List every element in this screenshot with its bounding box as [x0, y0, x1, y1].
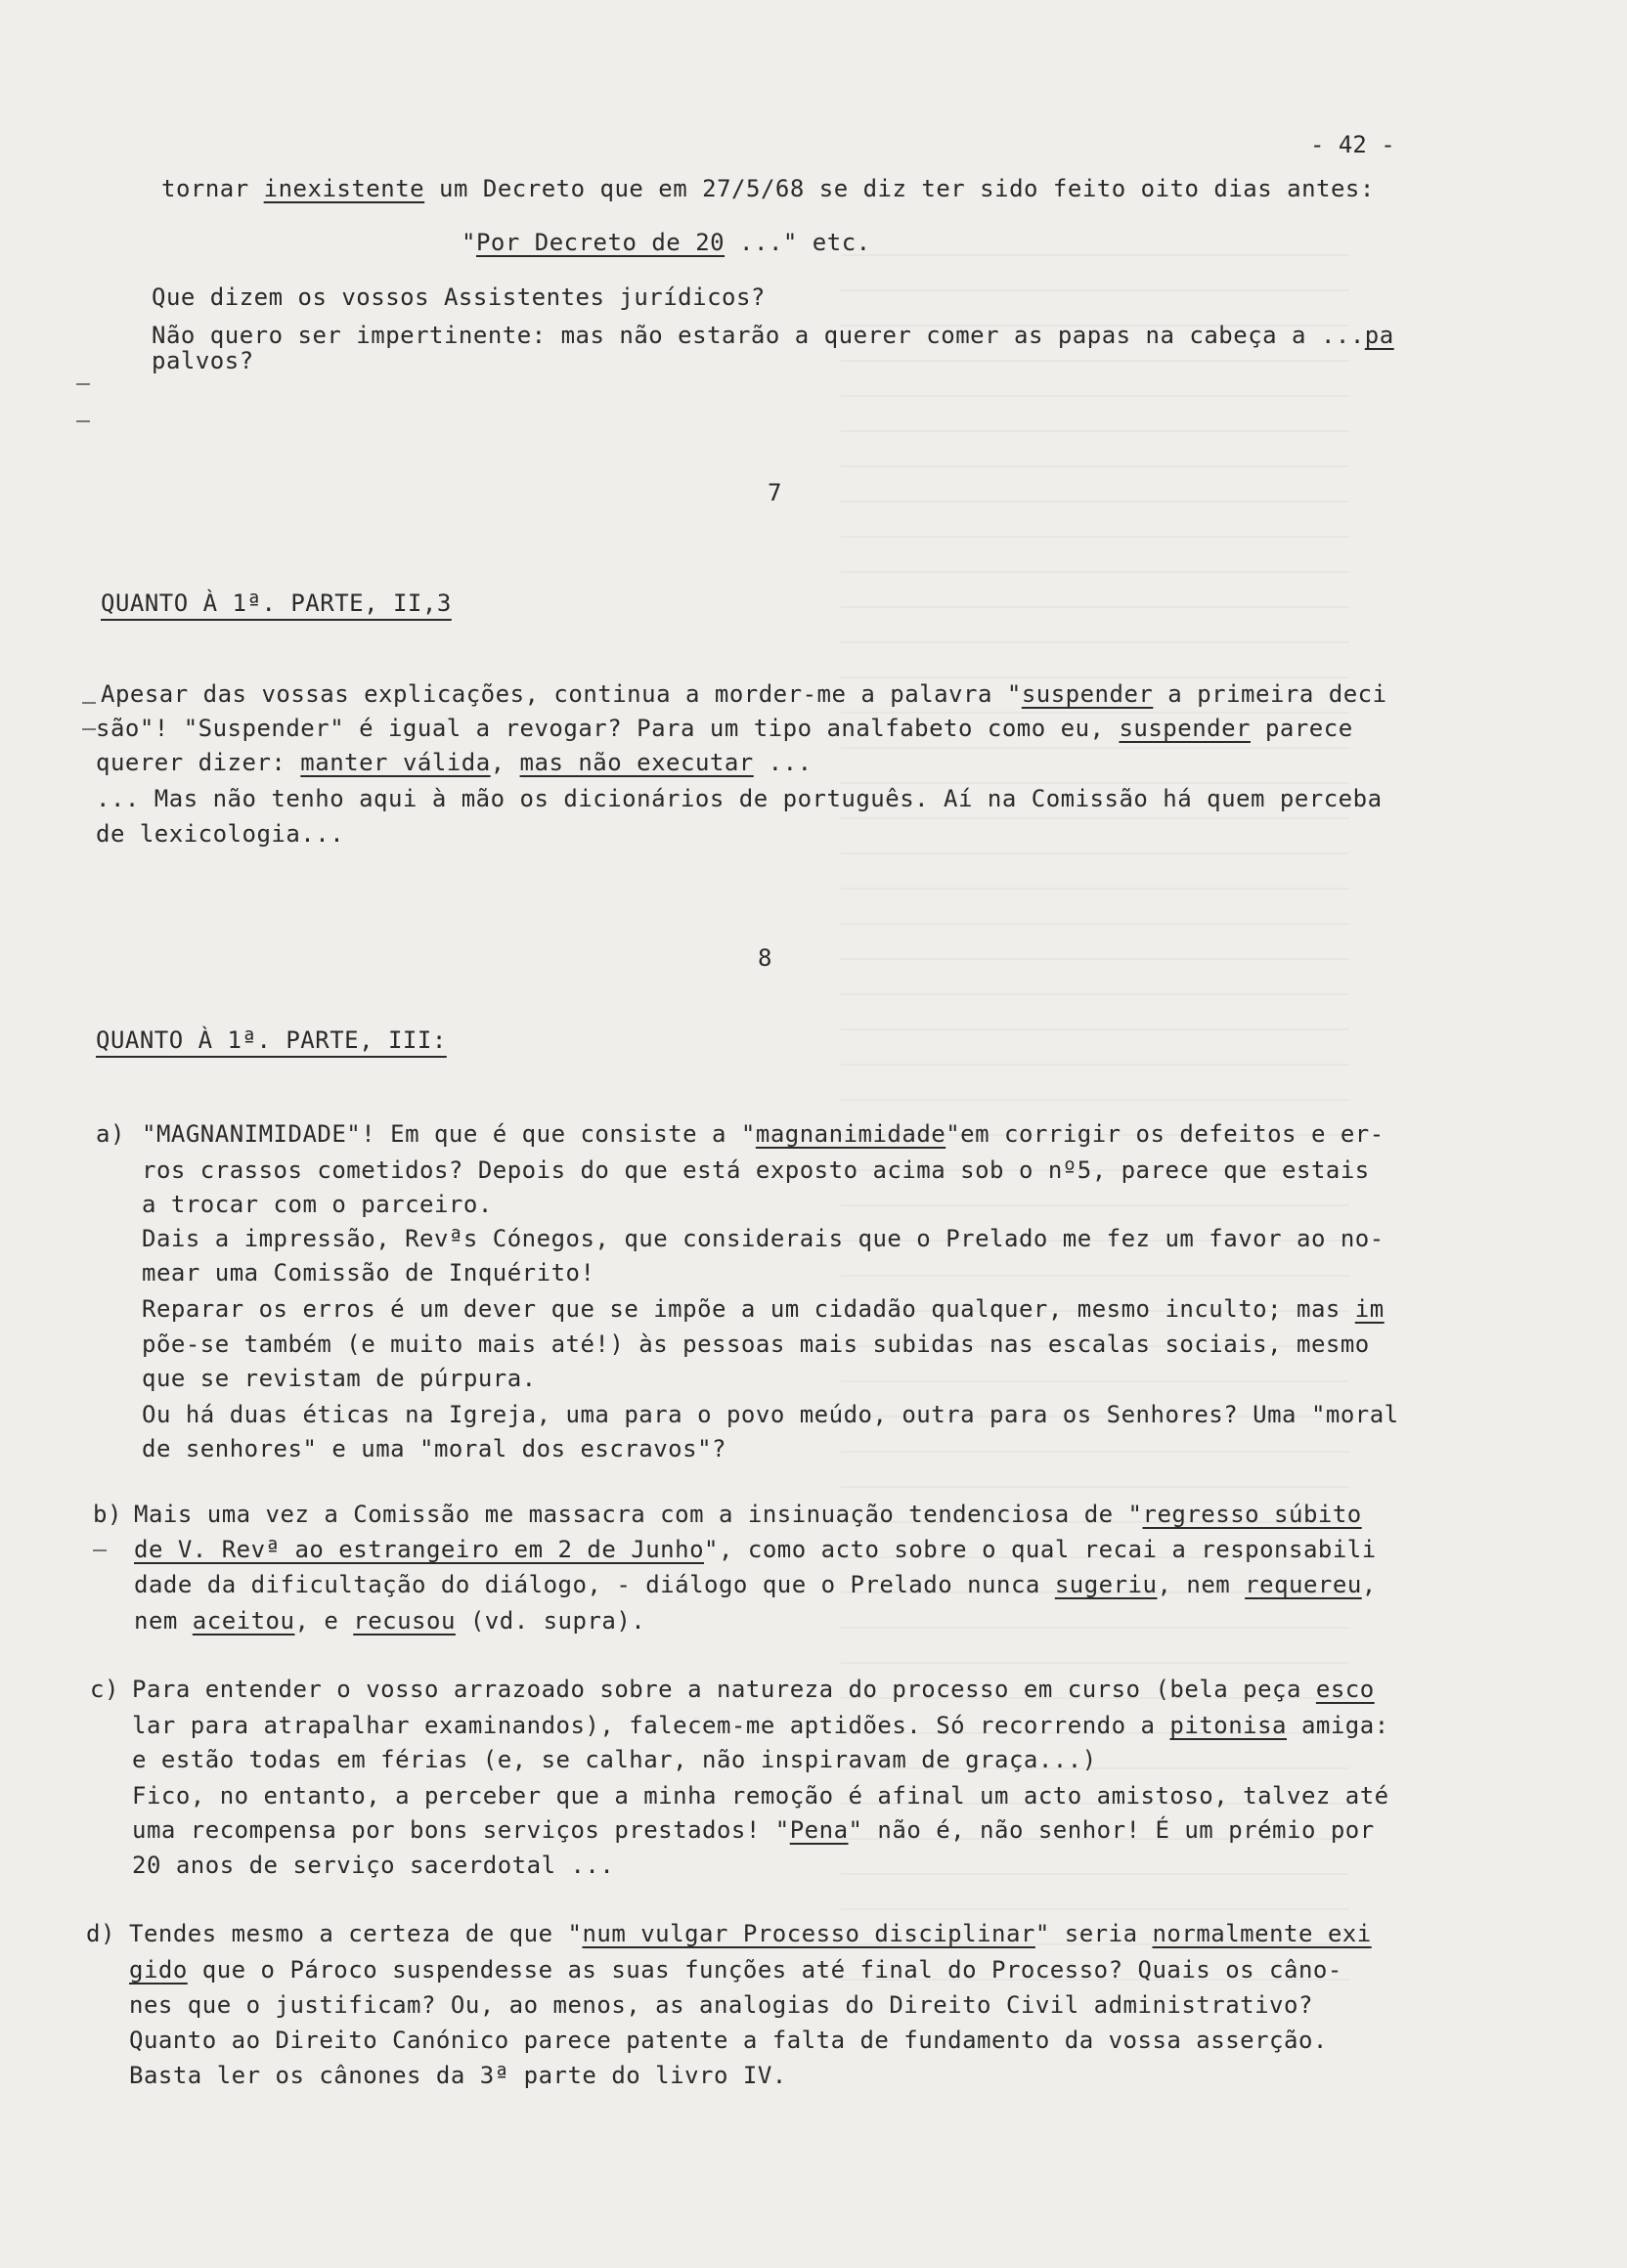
- section-7-line-4: ... Mas não tenho aqui à mão os dicionários de português. Aí na Comissão há quem perceba: [96, 785, 1383, 812]
- item-c-line-5: uma recompensa por bons serviços prestados! "Pena" não é, não senhor! É um prémio por: [132, 1816, 1375, 1844]
- section-7-line-5: de lexicologia...: [96, 820, 345, 848]
- item-a-line-9: Ou há duas éticas na Igreja, uma para o povo meúdo, outra para os Senhores? Uma "moral: [142, 1401, 1399, 1428]
- page-number: - 42 -: [1310, 131, 1395, 158]
- item-a-line-1: "MAGNANIMIDADE"! Em que é que consiste a "magnanimidade"em corrigir os defeitos e er-: [142, 1120, 1385, 1148]
- intro-line-1: tornar inexistente um Decreto que em 27/5/68 se diz ter sido feito oito dias antes:: [161, 175, 1375, 202]
- intro-line-2: "Por Decreto de 20 ..." etc.: [462, 229, 871, 256]
- item-c-line-4: Fico, no entanto, a perceber que a minha remoção é afinal um acto amistoso, talvez até: [132, 1782, 1389, 1810]
- item-a-line-5: mear uma Comissão de Inquérito!: [142, 1259, 595, 1287]
- item-b-label: b): [93, 1501, 122, 1528]
- item-a-label: a): [96, 1120, 125, 1148]
- item-c-line-2: lar para atrapalhar examinandos), falecem-me aptidões. Só recorrendo a pitonisa amiga:: [132, 1712, 1389, 1739]
- item-c-label: c): [90, 1676, 119, 1703]
- section-7-line-1: Apesar das vossas explicações, continua a morder-me a palavra "suspender a primeira deci: [101, 680, 1387, 708]
- item-d-line-4: Quanto ao Direito Canónico parece patente a falta de fundamento da vossa asserção.: [129, 2027, 1328, 2054]
- item-c-line-6: 20 anos de serviço sacerdotal ...: [132, 1852, 615, 1879]
- intro-line-4: Não quero ser impertinente: mas não estarão a querer comer as papas na cabeça a ...pa: [152, 322, 1394, 349]
- item-c-line-1: Para entender o vosso arrazoado sobre a natureza do processo em curso (bela peça esco: [132, 1676, 1375, 1703]
- item-a-line-2: ros crassos cometidos? Depois do que está exposto acima sob o nº5, parece que estais: [142, 1156, 1370, 1184]
- margin-mark: [82, 702, 96, 704]
- section-7-number: 7: [768, 479, 782, 506]
- item-b-line-2: de V. Revª ao estrangeiro em 2 de Junho", como acto sobre o qual recai a responsabili: [134, 1536, 1377, 1563]
- margin-mark: [76, 383, 90, 385]
- intro-line-3: Que dizem os vossos Assistentes jurídicos?: [152, 284, 766, 311]
- item-c-line-3: e estão todas em férias (e, se calhar, não inspiravam de graça...): [132, 1746, 1097, 1773]
- item-d-label: d): [86, 1920, 115, 1947]
- margin-mark: [76, 420, 90, 422]
- section-7-heading: QUANTO À 1ª. PARTE, II,3: [101, 589, 452, 617]
- section-8-heading: QUANTO À 1ª. PARTE, III:: [96, 1026, 447, 1054]
- item-a-line-8: que se revistam de púrpura.: [142, 1365, 537, 1392]
- item-d-line-1: Tendes mesmo a certeza de que "num vulgar Processo disciplinar" seria normalmente exi: [129, 1920, 1372, 1947]
- item-a-line-7: põe-se também (e muito mais até!) às pessoas mais subidas nas escalas sociais, mesmo: [142, 1330, 1370, 1358]
- intro-line-5: palvos?: [152, 347, 254, 374]
- item-d-line-3: nes que o justificam? Ou, ao menos, as analogias do Direito Civil administrativo?: [129, 1991, 1313, 2019]
- item-b-line-3: dade da dificultação do diálogo, - diálogo que o Prelado nunca sugeriu, nem requereu,: [134, 1571, 1377, 1598]
- section-7-line-2: são"! "Suspender" é igual a revogar? Para um tipo analfabeto como eu, suspender parece: [96, 715, 1353, 742]
- item-a-line-3: a trocar com o parceiro.: [142, 1191, 493, 1218]
- item-b-line-1: Mais uma vez a Comissão me massacra com a insinuação tendenciosa de "regresso súbito: [134, 1501, 1362, 1528]
- margin-mark: [82, 728, 96, 730]
- item-b-line-4: nem aceitou, e recusou (vd. supra).: [134, 1607, 646, 1635]
- item-d-line-5: Basta ler os cânones da 3ª parte do livro IV.: [129, 2062, 787, 2089]
- item-a-line-6: Reparar os erros é um dever que se impõe a um cidadão qualquer, mesmo inculto; mas im: [142, 1295, 1385, 1323]
- section-7-line-3: querer dizer: manter válida, mas não executar ...: [96, 749, 813, 776]
- margin-mark: [93, 1549, 107, 1551]
- item-d-line-2: gido que o Pároco suspendesse as suas funções até final do Processo? Quais os câno-: [129, 1956, 1342, 1984]
- item-a-line-4: Dais a impressão, Revªs Cónegos, que considerais que o Prelado me fez um favor ao no-: [142, 1225, 1385, 1252]
- item-a-line-10: de senhores" e uma "moral dos escravos"?: [142, 1435, 726, 1462]
- section-8-number: 8: [758, 944, 772, 972]
